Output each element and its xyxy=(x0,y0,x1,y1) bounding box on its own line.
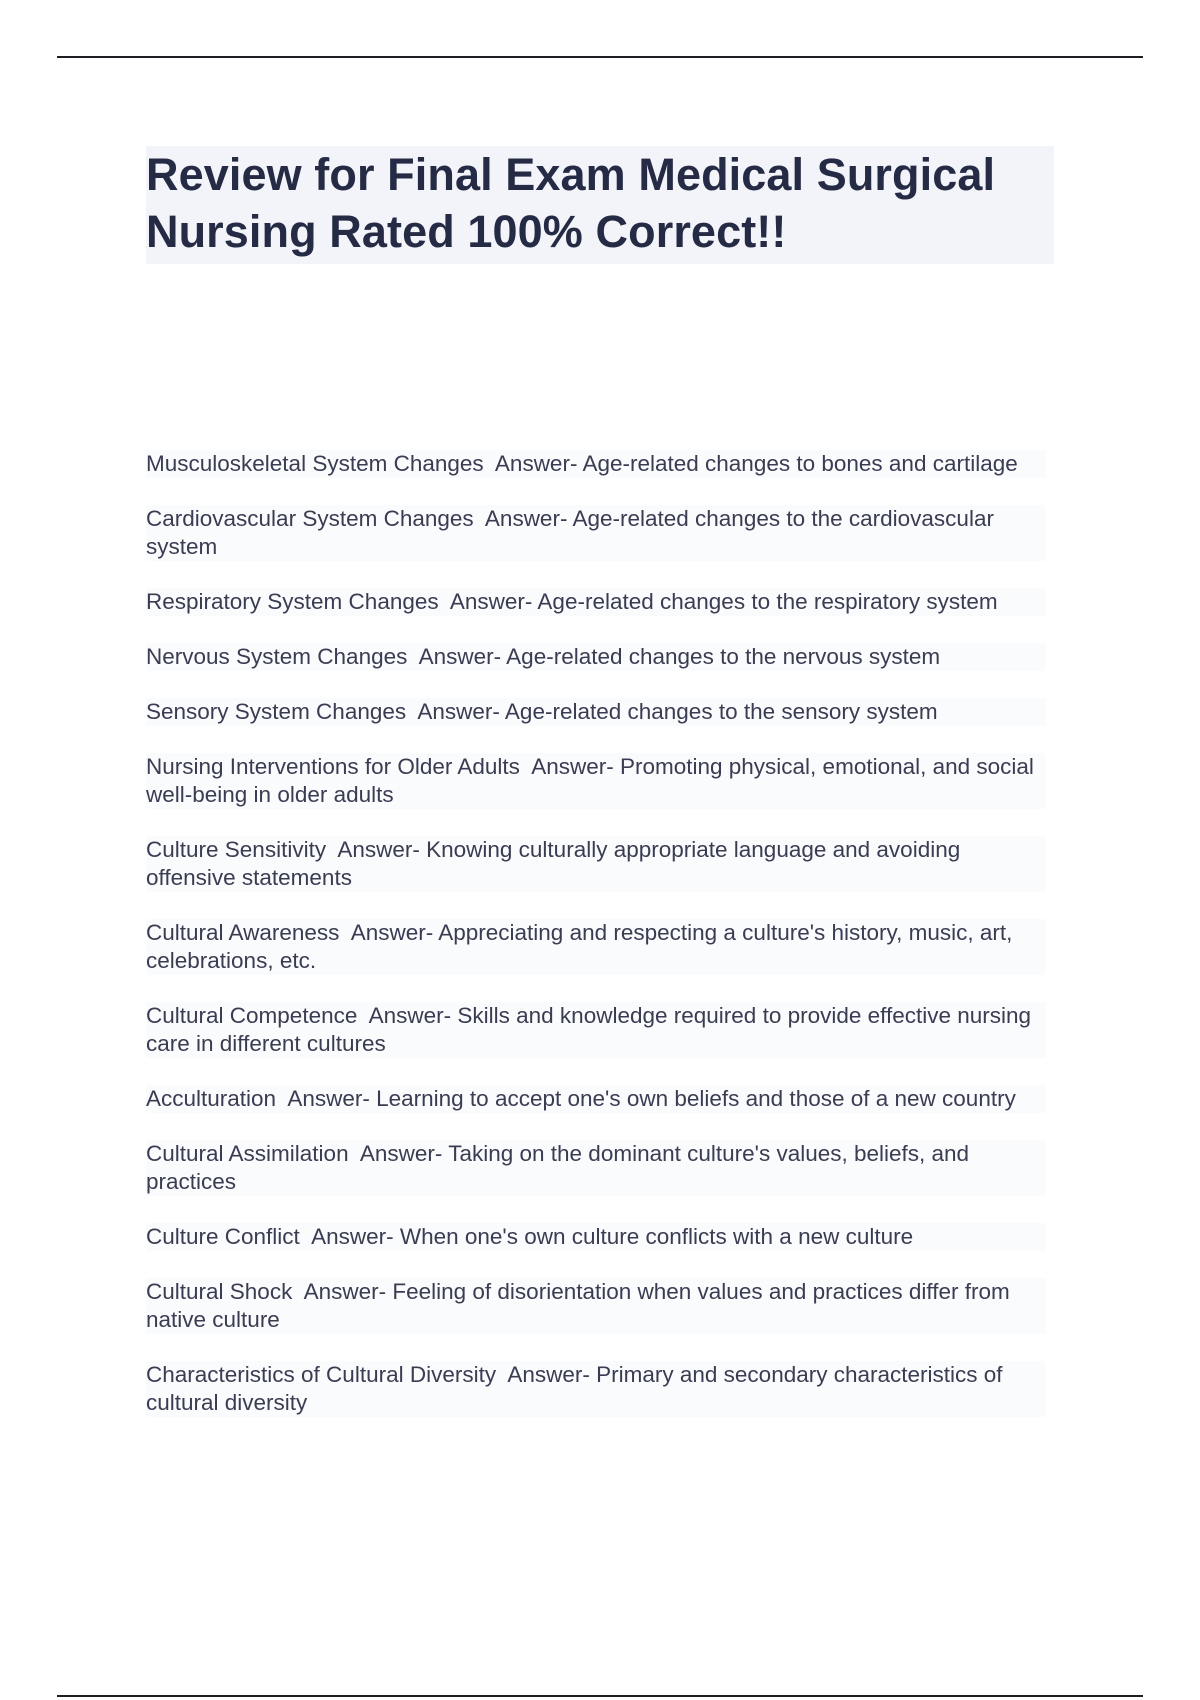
page-title: Review for Final Exam Medical Surgical Nursing Rated 100% Correct!! xyxy=(146,149,996,257)
qa-item xyxy=(146,919,1046,975)
qa-answer-prefix: Answer- xyxy=(276,1086,377,1111)
qa-item xyxy=(146,836,1046,892)
qa-term: Culture Sensitivity xyxy=(146,837,327,862)
qa-answer-prefix: Answer- xyxy=(406,699,505,724)
qa-item xyxy=(146,1140,1046,1196)
title-block xyxy=(146,146,1054,264)
qa-term: Cardiovascular System Changes xyxy=(146,506,474,531)
qa-answer: Age-related changes to the cardiovascular system xyxy=(146,506,994,559)
qa-answer-prefix: Answer- xyxy=(348,1141,449,1166)
qa-answer: Taking on the dominant culture's values, beliefs, and practices xyxy=(146,1141,970,1194)
qa-answer-prefix: Answer- xyxy=(438,589,538,614)
qa-term: Sensory System Changes xyxy=(146,699,407,724)
qa-item xyxy=(146,505,1046,561)
qa-item xyxy=(146,698,1046,726)
qa-item xyxy=(146,1361,1046,1417)
qa-answer: Skills and knowledge required to provide effective nursing care in different cultures xyxy=(146,1003,1032,1056)
qa-term: Culture Conflict xyxy=(146,1224,300,1249)
qa-answer-prefix: Answer- xyxy=(299,1224,400,1249)
qa-term: Nursing Interventions for Older Adults xyxy=(146,754,520,779)
qa-answer-prefix: Answer- xyxy=(519,754,620,779)
qa-answer: Primary and secondary characteristics of cultural diversity xyxy=(146,1362,1003,1415)
qa-list xyxy=(146,450,1046,1444)
qa-item xyxy=(146,1278,1046,1334)
qa-answer: Age-related changes to the respiratory system xyxy=(537,589,998,614)
qa-item xyxy=(146,1002,1046,1058)
qa-item xyxy=(146,1085,1046,1113)
qa-answer: Learning to accept one's own beliefs and those of a new country xyxy=(376,1086,1016,1111)
bottom-rule xyxy=(57,1695,1143,1697)
qa-answer-prefix: Answer- xyxy=(473,506,573,531)
qa-answer: Feeling of disorientation when values and practices differ from native culture xyxy=(146,1279,1010,1332)
qa-term: Respiratory System Changes xyxy=(146,589,439,614)
top-rule xyxy=(57,56,1143,58)
qa-term: Nervous System Changes xyxy=(146,644,408,669)
qa-term: Cultural Shock xyxy=(146,1279,293,1304)
qa-answer-prefix: Answer- xyxy=(496,1362,597,1387)
qa-answer-prefix: Answer- xyxy=(483,451,583,476)
qa-answer-prefix: Answer- xyxy=(407,644,507,669)
qa-term: Cultural Awareness xyxy=(146,920,340,945)
qa-answer-prefix: Answer- xyxy=(357,1003,458,1028)
qa-answer: Age-related changes to bones and cartilage xyxy=(582,451,1018,476)
qa-item xyxy=(146,1223,1046,1251)
qa-term: Characteristics of Cultural Diversity xyxy=(146,1362,497,1387)
qa-term: Cultural Competence xyxy=(146,1003,358,1028)
qa-answer: When one's own culture conflicts with a new culture xyxy=(399,1224,914,1249)
qa-term: Musculoskeletal System Changes xyxy=(146,451,484,476)
qa-term: Acculturation xyxy=(146,1086,277,1111)
qa-term: Cultural Assimilation xyxy=(146,1141,349,1166)
qa-item xyxy=(146,450,1046,478)
qa-answer: Age-related changes to the nervous system xyxy=(506,644,941,669)
qa-answer: Knowing culturally appropriate language and avoiding offensive statements xyxy=(146,837,961,890)
qa-answer-prefix: Answer- xyxy=(326,837,427,862)
qa-item xyxy=(146,643,1046,671)
qa-item xyxy=(146,753,1046,809)
qa-answer: Age-related changes to the sensory system xyxy=(504,699,938,724)
qa-answer: Promoting physical, emotional, and social well-being in older adults xyxy=(146,754,1034,807)
qa-item xyxy=(146,588,1046,616)
qa-answer-prefix: Answer- xyxy=(339,920,439,945)
qa-answer-prefix: Answer- xyxy=(292,1279,393,1304)
qa-answer: Appreciating and respecting a culture's history, music, art, celebrations, etc. xyxy=(146,920,1013,973)
